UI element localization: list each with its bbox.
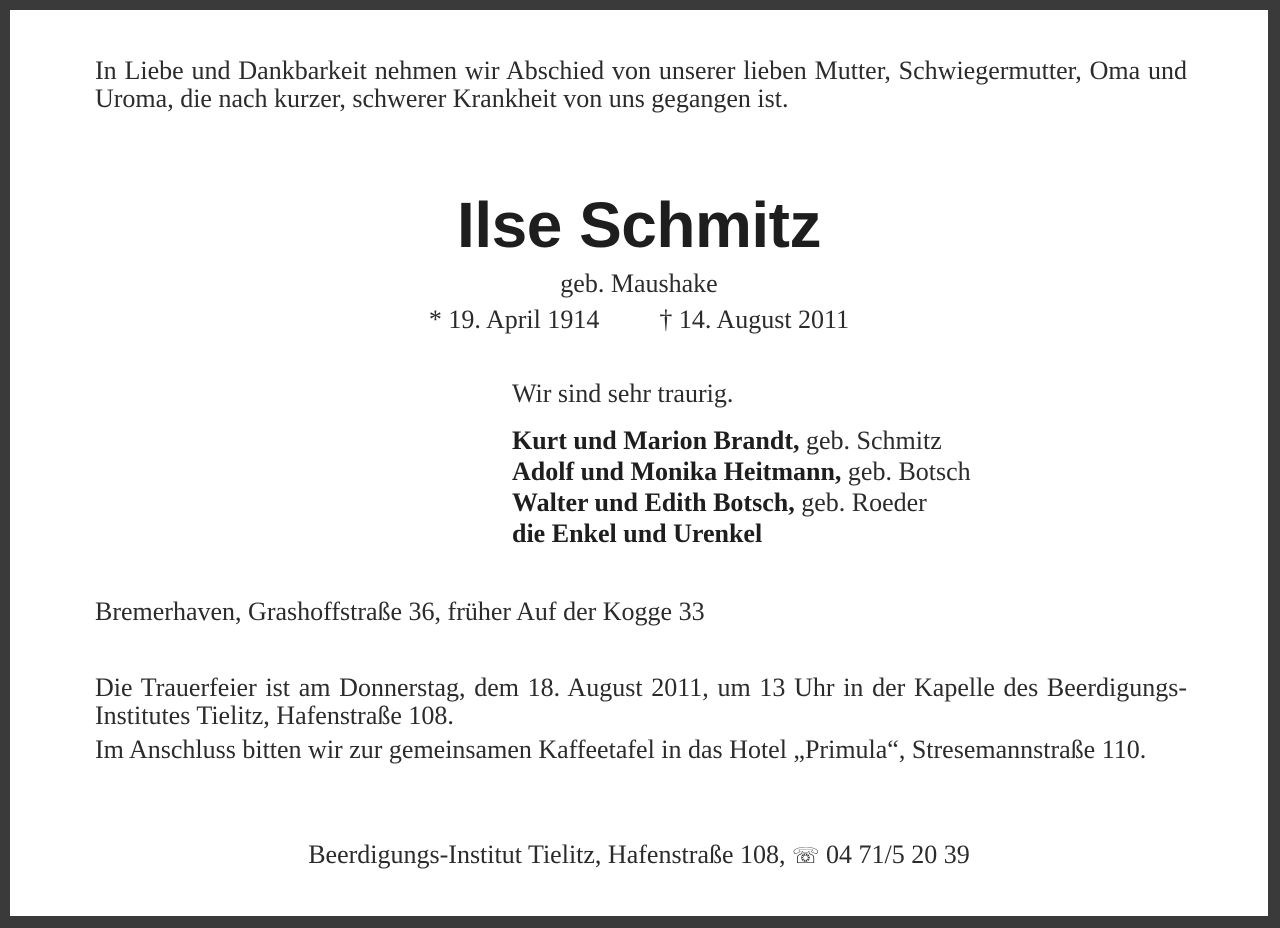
mourner-row [512,487,1112,518]
service-details: Die Trauerfeier ist am Donnerstag, dem 18. August 2011, um 13 Uhr in der Kapelle des Beerdigungs-Institutes Tielitz, Hafenstraße 108. [95,673,1187,730]
funeral-home-phone: 04 71/5 20 39 [826,840,970,869]
deceased-name: Ilse Schmitz [457,189,821,261]
mourner-names: die Enkel und Urenkel [512,519,763,548]
mourner-note: geb. Schmitz [799,426,942,455]
mourner-row [512,425,1112,456]
mourner-names: Kurt und Marion Brandt, [512,426,800,455]
funeral-home-address: Beerdigungs-Institut Tielitz, Hafenstraße 108, [308,840,786,869]
mourner-row [512,456,1112,487]
mourning-statement: Wir sind sehr traurig. [512,379,734,408]
mourner-names: Adolf und Monika Heitmann, [512,457,842,486]
mourner-names: Walter und Edith Botsch, [512,488,795,517]
ceremony-info [95,674,1187,770]
birth-date: * 19. April 1914 [428,305,600,334]
intro-text: In Liebe und Dankbarkeit nehmen wir Abschied von unserer lieben Mutter, Schwiegermutter, Oma und Uroma, die nach kurzer, schwerer Krankheit von uns gegangen ist. [95,56,1187,113]
mourner-row [512,518,1112,549]
funeral-home-footer [10,841,1268,871]
family-address: Bremerhaven, Grashoffstraße 36, früher Auf der Kogge 33 [95,597,705,626]
mourners-block [512,380,1112,549]
life-dates [10,306,1268,334]
telephone-icon: ☏ [792,844,820,869]
mourner-note: geb. Roeder [794,488,927,517]
reception-details: Im Anschluss bitten wir zur gemeinsamen Kaffeetafel in das Hotel „Primula“, Stresemannstraße 110. [95,735,1147,764]
maiden-name: geb. Maushake [560,269,718,298]
obituary-notice [10,10,1268,916]
mourner-note: geb. Botsch [841,457,971,486]
death-date: † 14. August 2011 [659,305,850,334]
